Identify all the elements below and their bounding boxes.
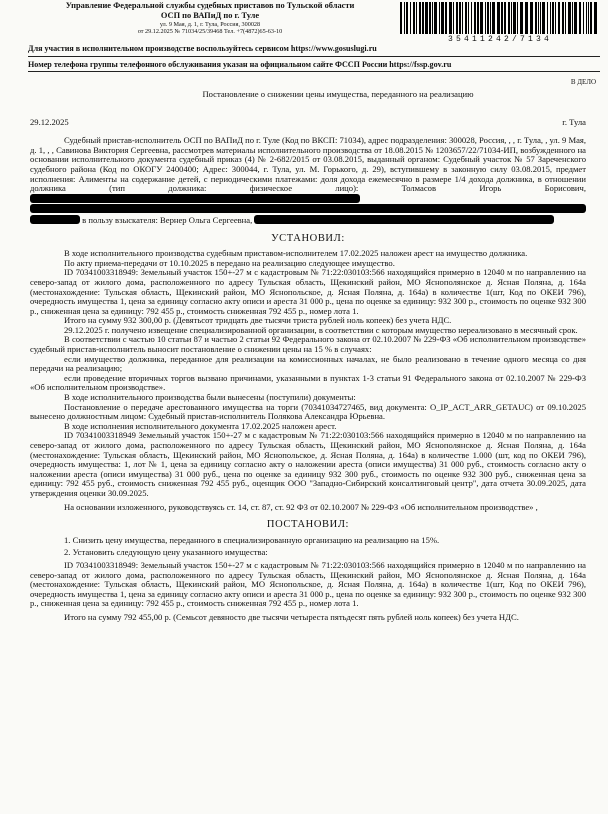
redaction-bar — [30, 204, 586, 213]
paragraph: В ходе исполнения исполнительного документа 17.02.2025 наложен арест. — [64, 420, 337, 431]
barcode-bar — [449, 2, 452, 34]
barcode-bar — [404, 2, 405, 34]
barcode-bar — [422, 2, 424, 34]
document-title: Постановление о снижении цены имущества, переданного на реализацию — [202, 89, 474, 99]
barcode-bar — [439, 2, 440, 34]
barcode-bar — [490, 2, 491, 34]
total-amount: Итого на сумму 932 300,00 р. (Девятьсот тридцать две тысячи триста рублей ноль копеек) без учета НДС. — [64, 315, 452, 326]
decision-item-2: 2. Установить следующую цену указанного имущества: — [64, 547, 268, 558]
creditor-line — [30, 215, 586, 226]
barcode-bar — [474, 2, 476, 34]
barcode-bar — [406, 2, 408, 34]
barcode-bar — [586, 2, 587, 34]
department-name: ОСП по ВАПиД по г. Туле — [160, 11, 260, 20]
barcode-bar — [574, 2, 577, 34]
paragraph: В ходе исполнительного производства были вынесены (поступили) документы: — [64, 392, 356, 403]
barcode-bar — [400, 2, 402, 34]
barcode-bar — [434, 2, 437, 34]
barcode-bar — [441, 2, 444, 34]
document-reference: от 29.12.2025 № 71034/25/39468 Тел. +7(4872)65-63-10 — [137, 28, 283, 36]
barcode-bar — [579, 2, 581, 34]
barcode-bar — [562, 2, 564, 34]
barcode-bar — [547, 2, 548, 34]
barcode-bar — [485, 2, 486, 34]
barcode-bar — [468, 2, 469, 34]
barcode-bar — [432, 2, 433, 34]
redaction-bar — [254, 215, 554, 224]
paragraph: Постановление о передаче арестованного имущества на торги (70341034727465, вид документа: O_IP_ACT_ARR_GETAUC) от 09.10.2025 вынесено должностным лицом: Судебный пристав-исполнитель Полякова Александра Юрьевна. — [30, 401, 586, 422]
paragraph: В ходе исполнительного производства судебным приставом-исполнителем 17.02.2025 наложен арест на имущество должника. — [64, 248, 528, 259]
barcode-bar — [535, 2, 537, 34]
barcode-bar — [568, 2, 571, 34]
paragraph: В соответствии с частью 10 статьи 87 и частью 2 статьи 92 Федерального закона от 02.10.2007 № 229-ФЗ «Об исполнительном производстве» судебный пристав-исполнитель выносит постановление о снижении цены на 15 % в случаях: — [30, 334, 586, 355]
barcode-bar — [525, 2, 528, 34]
issuer-address: ул. 9 Мая, д. 1, г. Тула, Россия, 300028 — [159, 21, 261, 28]
barcode-bar — [594, 2, 597, 34]
barcode-number: 35411242/7134 — [447, 35, 552, 44]
barcode-bar — [583, 2, 584, 34]
barcode-bar — [517, 2, 518, 34]
barcode-bar — [410, 2, 411, 34]
barcode-bar — [453, 2, 454, 34]
barcode-bar — [542, 2, 545, 34]
barcode-bar — [419, 2, 421, 34]
barcode-bar — [550, 2, 551, 34]
barcode-bar — [511, 2, 512, 34]
intro-text: Судебный пристав-исполнитель ОСП по ВАПиД по г. Туле (Код по ВКСП: 71034), адрес подразделения: 300028, Россия, , , г. Тула, , ул. 9 Мая, д. 1, , , Савинова Виктория Сергеевна, рассмотрев материалы исполнительного производства от 18.08.2015 № 1203657/22/71034-ИП, возбужденного на основании исполнительного документа судебный приказ (4) № 2-682/2015 от 03.08.2015, выданный органом: Судебный участок № 57 Зареченского судебного района (Код по ОКОГУ 2400400; Адрес: 300044, г. Тула, ул. М. Горького, д. 29), вступившему в законную силу 03.08.2015, предмет исполнения: Алименты на содержание детей, с периодическими платежами: доля дохода ежемесячно в размере 1/4 дохода должника, в отношении должника (тип должника: физическое лицо): Толмасов Игорь Борисович, — [30, 135, 586, 194]
barcode-bar — [513, 2, 516, 34]
barcode-bar — [572, 2, 573, 34]
date-line — [30, 118, 586, 128]
paragraph: если имущество должника, переданное для реализации на комиссионных началах, не было реализовано в течение одного месяца со дня передачи на реализацию; — [30, 353, 586, 374]
document-header — [0, 0, 608, 72]
barcode-bar — [445, 2, 447, 34]
barcode-bar — [497, 2, 500, 34]
barcode-bar — [558, 2, 560, 34]
barcode-bar — [555, 2, 556, 34]
barcode-bar — [480, 2, 483, 34]
phone-notice: Номер телефона группы телефонного обслуживания указан на официальном сайте ФССП России https://fssp.gov.ru — [28, 60, 452, 69]
document-city: г. Тула — [562, 116, 586, 127]
barcode-bar — [477, 2, 479, 34]
paragraph: 29.12.2025 г. получено извещение специализированной организации, в соответствии с которым имущество нереализовано в месячный срок. — [64, 324, 578, 335]
total-amount: Итого на сумму 792 455,00 р. (Семьсот девяносто две тысячи четыреста пятьдесят пять рублей ноль копеек) без учета НДС. — [64, 611, 519, 622]
barcode-bar — [590, 2, 592, 34]
barcode-bar — [504, 2, 506, 34]
barcode-bar — [530, 2, 533, 34]
barcode-bar — [413, 2, 415, 34]
creditor-text: в пользу взыскателя: Вернер Ольга Сергеевна, — [82, 214, 253, 225]
barcode-bar — [471, 2, 472, 34]
gosuslugi-notice: Для участия в исполнительном производстве воспользуйтесь сервисом https://www.gosuslugi.ru — [28, 44, 377, 53]
paragraph: По акту приема-передачи от 10.10.2025 в передано на реализацию следующее имущество. — [64, 257, 395, 268]
redacted-line — [30, 204, 586, 215]
barcode-bar — [487, 2, 489, 34]
barcode-bar — [552, 2, 554, 34]
barcode-bar — [492, 2, 495, 34]
barcode-bar — [540, 2, 541, 34]
redaction-bar — [30, 215, 80, 224]
barcode-bar — [520, 2, 523, 34]
property-description: ID 70341003318949 Земельный участок 150+-27 м с кадастровым № 71:22:030103:566 находящийся примерно в 12040 м по направлению на северо-запад от жилого дома, расположенного по адресу Тульская область, Щекинский район, МО Яснополянское д. Ясная Поляна, д. 164а (местонахождение: Тульская область, Щекинский район, МО Яснопольское, д. Ясная Поляна, д. 164а) в количестве 1.000 (шт, код по ОКЕИ 796), очередность имущества: 1, лот № 1, цена за единицу согласно акту о наложении ареста (описи имущества) 31 000 руб., стоимость согласно акту о наложении ареста (описи имущества) 31 000 руб., цена по оценке за единицу 932 300 руб., стоимость по оценке 932 300 руб., сниженная цена за единицу: 792 455 руб., стоимость сниженная 792 455 руб., оценщик ООО "Западно-Сибирский консалтинговый центр", дата отчета 30.09.2025, дата утверждения оценки 30.09.2025. — [30, 430, 586, 498]
barcode-bar — [508, 2, 510, 34]
barcode-bar — [465, 2, 467, 34]
decision-item-1: 1. Снизить цену имущества, переданного в специализированную организацию на реализацию на 15%. — [64, 534, 440, 545]
intro-paragraph — [30, 136, 586, 204]
issuer-block — [30, 1, 390, 36]
file-stamp: В ДЕЛО — [570, 78, 596, 86]
legal-basis: На основании изложенного, руководствуясь ст. 14, ст. 87, ст. 92 ФЗ от 02.10.2007 № 229-ФЗ «Об исполнительном производстве» , — [64, 501, 538, 512]
issuer-name: Управление Федеральной службы судебных приставов по Тульской области — [65, 1, 355, 10]
redaction-bar — [30, 194, 360, 203]
barcode-bar — [538, 2, 539, 34]
barcode-bar — [462, 2, 463, 34]
barcode-bar — [501, 2, 503, 34]
barcode-bar — [459, 2, 461, 34]
barcode-image — [400, 2, 600, 34]
section-heading-ustanovil: УСТАНОВИЛ: — [271, 232, 345, 244]
document-date: 29.12.2025 — [30, 116, 69, 127]
property-description: ID 70341003318949: Земельный участок 150+-27 м с кадастровым № 71:22:030103:566 находящийся примерно в 12040 м по направлению на северо-запад от жилого дома, расположенного по адресу Тульская область, Щекинский район, МО Яснополянское д. Ясная Поляна, д. 164а (местонахождение: Тульская область, Щекинский район, МО Яснопольское, д. Ясная Поляна, д. 164а) в количестве 1(шт, Код по ОКЕИ 796), очередность имущества 1, цена за единицу согласно акту описи и ареста 31 000 р., цена по оценке за единицу: 932 300 р., стоимость по оценке 932 300 р., сниженная цена за единицу: 792 455 р., стоимость сниженная 792 455 р., номер лота 1. — [30, 559, 586, 609]
barcode-bar — [425, 2, 428, 34]
header-divider — [28, 56, 600, 57]
header-divider — [28, 71, 600, 72]
paragraph: если проведение вторичных торгов вызвано причинами, указанными в пунктах 1-3 статьи 91 Федерального закона от 02.10.2007 № 229-ФЗ «Об исполнительном производстве». — [30, 372, 586, 393]
property-description: ID 70341003318949: Земельный участок 150+-27 м с кадастровым № 71:22:030103:566 находящийся примерно в 12040 м по направлению на северо-запад от жилого дома, расположенного по адресу Тульская область, Щекинский район, МО Яснополянское д. Ясная Поляна, д. 164а (местонахождение: Тульская область, Щекинский район, МО Яснопольское, д. Ясная Поляна, д. 164а) в количестве 1(шт, Код по ОКЕИ 796), очередность имущества 1, цена за единицу согласно акту описи и ареста 31 000 р., цена по оценке за единицу: 932 300 р., стоимость по оценке 932 300 р., сниженная цена за единицу: 792 455 р., стоимость сниженная 792 455 р., номер лота 1. — [30, 267, 586, 316]
barcode-bar — [416, 2, 417, 34]
barcode-bar — [588, 2, 589, 34]
document-body — [30, 90, 586, 623]
barcode-bar — [429, 2, 431, 34]
barcode-bar — [456, 2, 458, 34]
section-heading-postanovil: ПОСТАНОВИЛ: — [266, 519, 350, 531]
barcode-bar — [565, 2, 566, 34]
